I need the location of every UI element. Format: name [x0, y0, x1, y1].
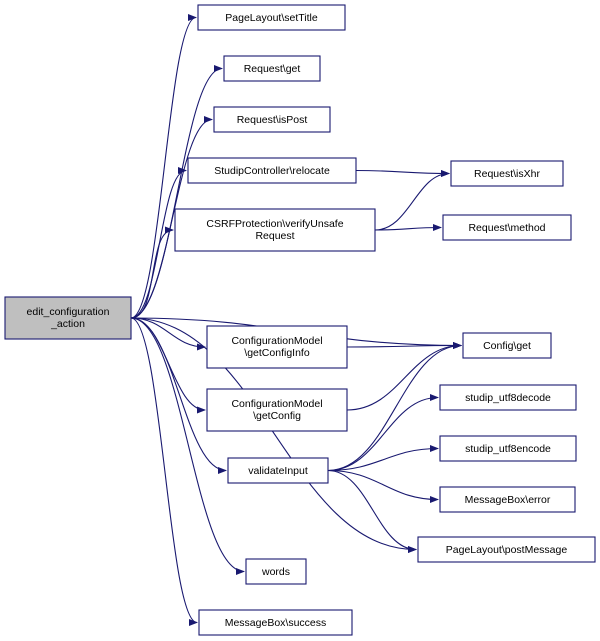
- graph-node-box[interactable]: [199, 610, 352, 635]
- graph-node-box[interactable]: [5, 297, 131, 339]
- edge-n0-n2: [131, 69, 222, 319]
- graph-node-label: ConfigurationModel \getConfigInfo: [231, 335, 323, 359]
- graph-node-label: studip_utf8encode: [465, 442, 551, 455]
- graph-node-box[interactable]: [440, 487, 575, 512]
- graph-node-label: StudipController\relocate: [214, 164, 330, 177]
- graph-node-label: validateInput: [248, 464, 308, 477]
- graph-node-box[interactable]: [175, 209, 375, 251]
- graph-node-box[interactable]: [228, 458, 328, 483]
- graph-node-box[interactable]: [440, 436, 576, 461]
- graph-node-label: Request\method: [468, 221, 546, 234]
- graph-node-box[interactable]: [188, 158, 356, 183]
- graph-node-box[interactable]: [207, 326, 347, 368]
- graph-node-label: Request\get: [243, 62, 301, 75]
- graph-node-box[interactable]: [207, 389, 347, 431]
- graph-node-label: PageLayout\postMessage: [445, 543, 568, 556]
- graph-node-label: CSRFProtection\verifyUnsafe Request: [206, 218, 344, 242]
- graph-node-label: ConfigurationModel \getConfig: [231, 398, 323, 422]
- graph-node-label: MessageBox\error: [464, 493, 551, 506]
- edge-n0-n17: [131, 318, 197, 623]
- edge-n11-n15: [328, 471, 416, 550]
- graph-node-box[interactable]: [224, 56, 320, 81]
- graph-node-label: Request\isXhr: [474, 167, 540, 180]
- edge-n8-n10: [347, 346, 461, 348]
- graph-node-box[interactable]: [443, 215, 571, 240]
- edge-n0-n1: [131, 18, 196, 319]
- edge-n4-n6: [356, 171, 449, 174]
- graph-node-label: edit_configuration _action: [26, 306, 110, 330]
- graph-node-label: MessageBox\success: [224, 616, 327, 629]
- graph-node-label: PageLayout\setTitle: [225, 11, 318, 24]
- graph-node-box[interactable]: [418, 537, 595, 562]
- graph-node-box[interactable]: [246, 559, 306, 584]
- graph-node-box[interactable]: [440, 385, 576, 410]
- graph-node-box[interactable]: [198, 5, 345, 30]
- graph-node-box[interactable]: [451, 161, 563, 186]
- graph-node-label: words: [261, 565, 290, 578]
- edge-n5-n6: [375, 174, 449, 231]
- graph-node-box[interactable]: [214, 107, 330, 132]
- graph-node-label: studip_utf8decode: [465, 391, 551, 404]
- graph-node-label: Request\isPost: [236, 113, 308, 126]
- graph-node-box[interactable]: [463, 333, 551, 358]
- graph-node-label: Config\get: [483, 339, 531, 352]
